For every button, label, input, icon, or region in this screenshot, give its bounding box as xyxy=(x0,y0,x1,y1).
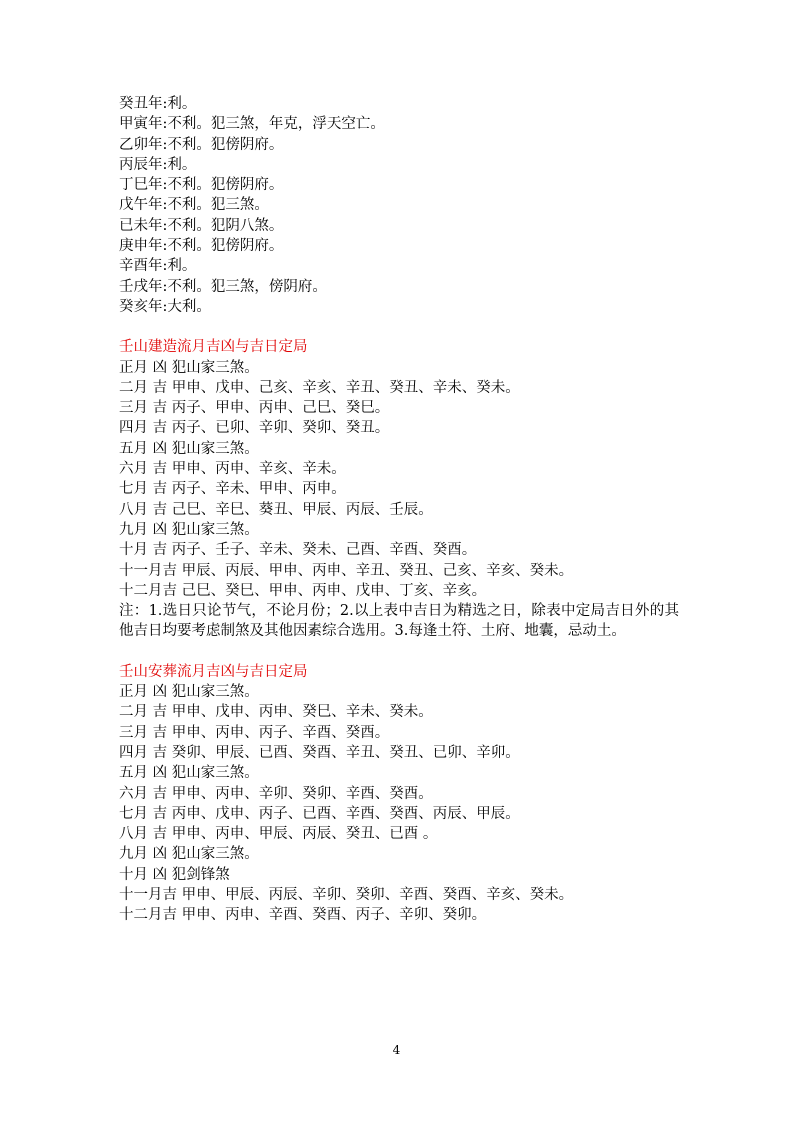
month-line: 六月 吉 甲申、丙申、辛卯、癸卯、辛酉、癸酉。 xyxy=(119,785,433,802)
year-line: 癸丑年:利。 xyxy=(119,96,197,112)
year-line: 辛酉年:利。 xyxy=(119,258,197,275)
page-number: 4 xyxy=(392,1043,401,1057)
month-line: 十月 吉 丙子、壬子、辛未、癸未、己酉、辛酉、癸酉。 xyxy=(119,542,477,559)
year-line: 甲寅年:不利。犯三煞，年克，浮天空亡。 xyxy=(119,116,385,133)
month-line: 九月 凶 犯山家三煞。 xyxy=(119,846,259,863)
year-line: 庚申年:不利。犯傍阴府。 xyxy=(119,238,284,255)
year-line: 癸亥年:大利。 xyxy=(119,298,211,315)
document-body xyxy=(119,94,679,926)
month-line: 五月 凶 犯山家三煞。 xyxy=(119,765,259,782)
section-spacer xyxy=(119,642,679,662)
section-burial xyxy=(119,662,679,926)
year-line: 已未年:不利。犯阴八煞。 xyxy=(119,217,284,234)
month-line: 六月 吉 甲申、丙申、辛亥、辛未。 xyxy=(119,461,346,478)
month-line: 四月 吉 丙子、已卯、辛卯、癸卯、癸丑。 xyxy=(119,420,390,437)
section-spacer xyxy=(119,317,679,337)
month-line: 十一月吉 甲辰、丙辰、甲申、丙申、辛丑、癸丑、己亥、辛亥、癸未。 xyxy=(119,562,574,579)
month-line: 五月 凶 犯山家三煞。 xyxy=(119,440,259,457)
month-line: 二月 吉 甲申、戊申、丙申、癸巳、辛未、癸未。 xyxy=(119,704,433,721)
month-line: 二月 吉 甲申、戊申、己亥、辛亥、辛丑、癸丑、辛未、癸未。 xyxy=(119,379,520,396)
month-line: 十月 凶 犯剑锋煞 xyxy=(119,866,230,883)
year-list xyxy=(119,94,679,317)
month-line: 七月 吉 丙子、辛未、甲申、丙申。 xyxy=(119,481,346,498)
year-line: 丙辰年:利。 xyxy=(119,156,197,173)
month-line: 十二月吉 甲申、丙申、辛酉、癸酉、丙子、辛卯、癸卯。 xyxy=(119,907,487,924)
section-heading: 壬山安葬流月吉凶与吉日定局 xyxy=(119,663,308,680)
year-line: 壬戌年:不利。犯三煞，傍阴府。 xyxy=(119,278,327,295)
month-line: 四月 吉 癸卯、甲辰、已酉、癸酉、辛丑、癸丑、已卯、辛卯。 xyxy=(119,744,520,761)
month-line: 正月 凶 犯山家三煞。 xyxy=(119,359,259,376)
month-line: 正月 凶 犯山家三煞。 xyxy=(119,684,259,701)
year-line: 丁巳年:不利。犯傍阴府。 xyxy=(119,177,284,194)
section-heading: 壬山建造流月吉凶与吉日定局 xyxy=(119,339,308,356)
month-line: 七月 吉 丙申、戊申、丙子、已酉、辛酉、癸酉、丙辰、甲辰。 xyxy=(119,805,520,822)
month-line: 十一月吉 甲申、甲辰、丙辰、辛卯、癸卯、辛酉、癸酉、辛亥、癸未。 xyxy=(119,886,574,903)
month-line: 三月 吉 甲申、丙申、丙子、辛酉、癸酉。 xyxy=(119,724,390,741)
month-line: 九月 凶 犯山家三煞。 xyxy=(119,521,259,538)
month-line: 三月 吉 丙子、甲申、丙申、己巳、癸巳。 xyxy=(119,400,390,417)
year-line: 乙卯年:不利。犯傍阴府。 xyxy=(119,136,284,153)
note-paragraph: 注：1.选日只论节气，不论月份；2.以上表中吉日为精选之日，除表中定局吉日外的其他吉日均要考虑制煞及其他因素综合选用。3.每逢土符、土府、地囊，忌动土。 xyxy=(119,603,679,640)
section-construction xyxy=(119,337,679,641)
month-line: 八月 吉 己巳、辛巳、葵丑、甲辰、丙辰、壬辰。 xyxy=(119,501,433,518)
month-line: 十二月吉 己巳、癸巳、甲申、丙申、戊申、丁亥、辛亥。 xyxy=(119,582,487,599)
year-line: 戊午年:不利。犯三煞。 xyxy=(119,197,269,214)
month-line: 八月 吉 甲申、丙申、甲辰、丙辰、癸丑、已酉 。 xyxy=(119,826,438,843)
